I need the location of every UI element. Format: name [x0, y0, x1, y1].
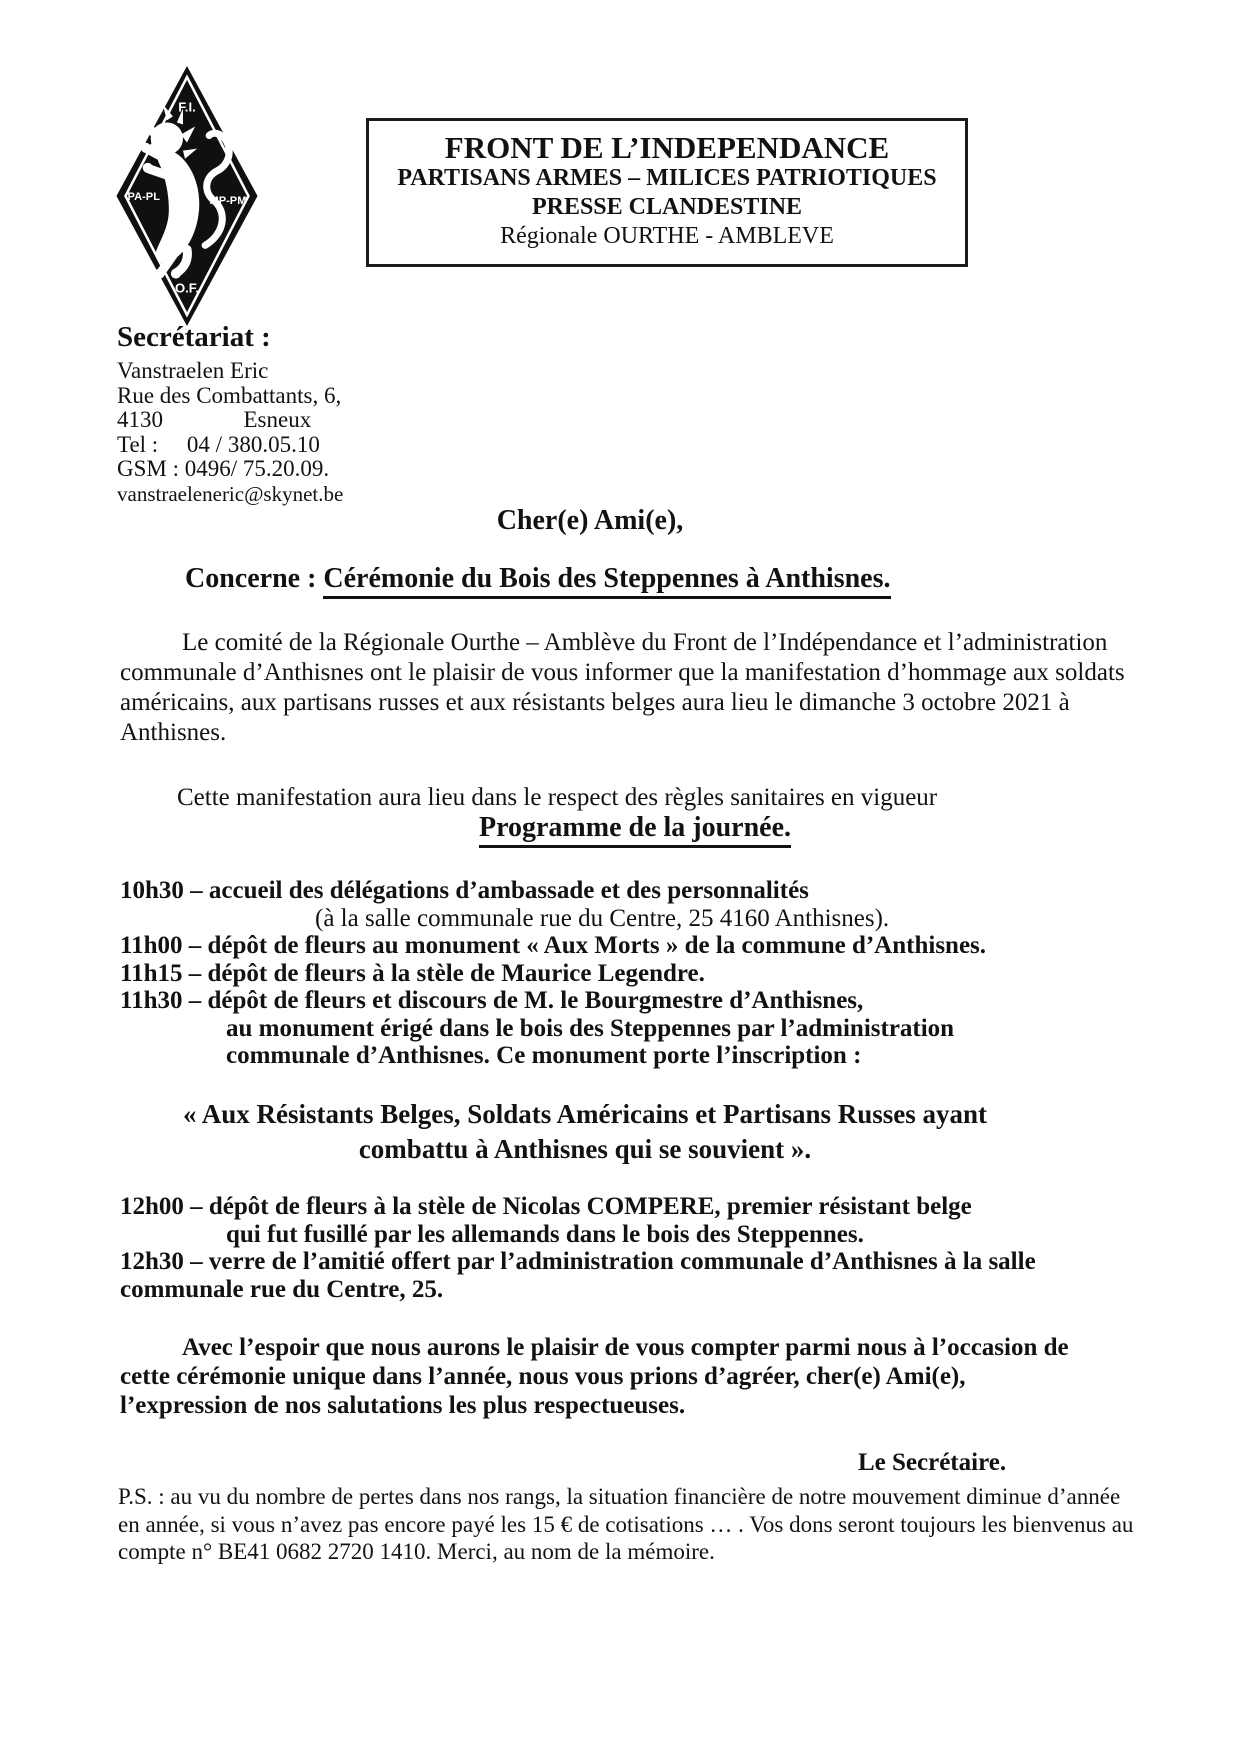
programme-heading	[0, 812, 1240, 844]
closing-paragraph: Avec l’espoir que nous aurons le plaisir de vous compter parmi nous à l’occasion de cette cérémonie unique dans l’année, nous vous prions d’agréer, cher(e) Ami(e), l’expression de nos salutations les plus respectueuses.	[120, 1334, 1069, 1419]
programme-schedule	[120, 877, 1190, 1070]
org-subtitle-3: Régionale OURTHE - AMBLEVE	[500, 223, 834, 249]
secretariat-name: Vanstraelen Eric	[117, 358, 269, 383]
schedule-item-location: (à la salle communale rue du Centre, 25 4160 Anthisnes).	[315, 904, 890, 932]
sanitary-note: Cette manifestation aura lieu dans le respect des règles sanitaires en vigueur	[177, 784, 938, 811]
postscript-paragraph: P.S. : au vu du nombre de pertes dans nos rangs, la situation financière de notre mouvement diminue d’année en année, si vous n’avez pas encore payé les 15 € de cotisations … . Vos dons seront toujours les bienvenus au compte n° BE41 0682 2720 1410. Merci, au nom de la mémoire.	[118, 1484, 1134, 1564]
emblem-right-label: MP-PM	[209, 195, 247, 208]
signature: Le Secrétaire.	[858, 1449, 1007, 1476]
schedule-item-12h30-cont: communale rue du Centre, 25.	[120, 1275, 444, 1303]
org-title: FRONT DE L’INDEPENDANCE	[444, 130, 890, 165]
org-subtitle-2: PRESSE CLANDESTINE	[531, 194, 803, 220]
schedule-item-11h30: 11h30 – dépôt de fleurs et discours de M. le Bourgmestre d’Anthisnes,	[120, 987, 864, 1014]
inscription-line-1: « Aux Résistants Belges, Soldats Américains et Partisans Russes ayant	[182, 1099, 988, 1129]
schedule-item-12h00: 12h00 – dépôt de fleurs à la stèle de Nicolas COMPERE, premier résistant belge	[120, 1193, 972, 1220]
inscription-line-2: combattu à Anthisnes qui se souvient ».	[358, 1134, 812, 1164]
schedule-item-11h30-cont-2: communale d’Anthisnes. Ce monument porte l’inscription :	[226, 1042, 862, 1069]
subject-line	[185, 563, 891, 595]
programme-heading-text: Programme de la journée.	[479, 812, 791, 848]
subject-title: Cérémonie du Bois des Steppennes à Anthisnes.	[323, 563, 890, 599]
emblem-top-label: F.I.	[178, 99, 196, 115]
schedule-item-11h30-cont-1: au monument érigé dans le bois des Steppennes par l’administration	[226, 1014, 955, 1042]
schedule-item-12h00-cont: qui fut fusillé par les allemands dans le bois des Steppennes.	[226, 1220, 864, 1248]
schedule-item-11h15: 11h15 – dépôt de fleurs à la stèle de Maurice Legendre.	[120, 959, 705, 987]
emblem-left-label: PA-PL	[127, 191, 160, 204]
subject-label: Concerne :	[185, 563, 324, 594]
secretariat-city: 4130 Esneux	[117, 407, 312, 433]
salutation: Cher(e) Ami(e),	[496, 505, 684, 536]
intro-paragraph: Le comité de la Régionale Ourthe – Amblève du Front de l’Indépendance et l’administration communale d’Anthisnes ont le plaisir de vous informer que la manifestation d’hommage aux soldats américains, aux partisans russes et aux résistants belges aura lieu le dimanche 3 octobre 2021 à Anthisnes.	[120, 629, 1125, 746]
schedule-item-11h00: 11h00 – dépôt de fleurs au monument « Aux Morts » de la commune d’Anthisnes.	[120, 932, 987, 959]
schedule-item-12h30: 12h30 – verre de l’amitié offert par l’administration communale d’Anthisnes à la salle	[120, 1248, 1036, 1275]
emblem-bottom-label: O.F.	[175, 280, 199, 296]
org-subtitle-1: PARTISANS ARMES – MILICES PATRIOTIQUES	[397, 165, 937, 191]
schedule-item-10h30: 10h30 – accueil des délégations d’ambassade et des personnalités	[120, 877, 809, 904]
monument-inscription	[0, 1097, 1170, 1167]
secretariat-phone: Tel : 04 / 380.05.10	[117, 431, 320, 457]
programme-schedule-2	[120, 1193, 1190, 1303]
secretariat-email: vanstraeleneric@skynet.be	[117, 481, 344, 506]
fi-lion-emblem-icon	[112, 62, 262, 330]
secretariat-block	[117, 321, 343, 507]
secretariat-heading: Secrétariat :	[117, 321, 271, 353]
diamond-lion-logo-icon	[112, 62, 262, 330]
letterhead-box	[366, 118, 968, 267]
secretariat-gsm: GSM : 0496/ 75.20.09.	[117, 456, 330, 482]
secretariat-street: Rue des Combattants, 6,	[117, 382, 342, 408]
